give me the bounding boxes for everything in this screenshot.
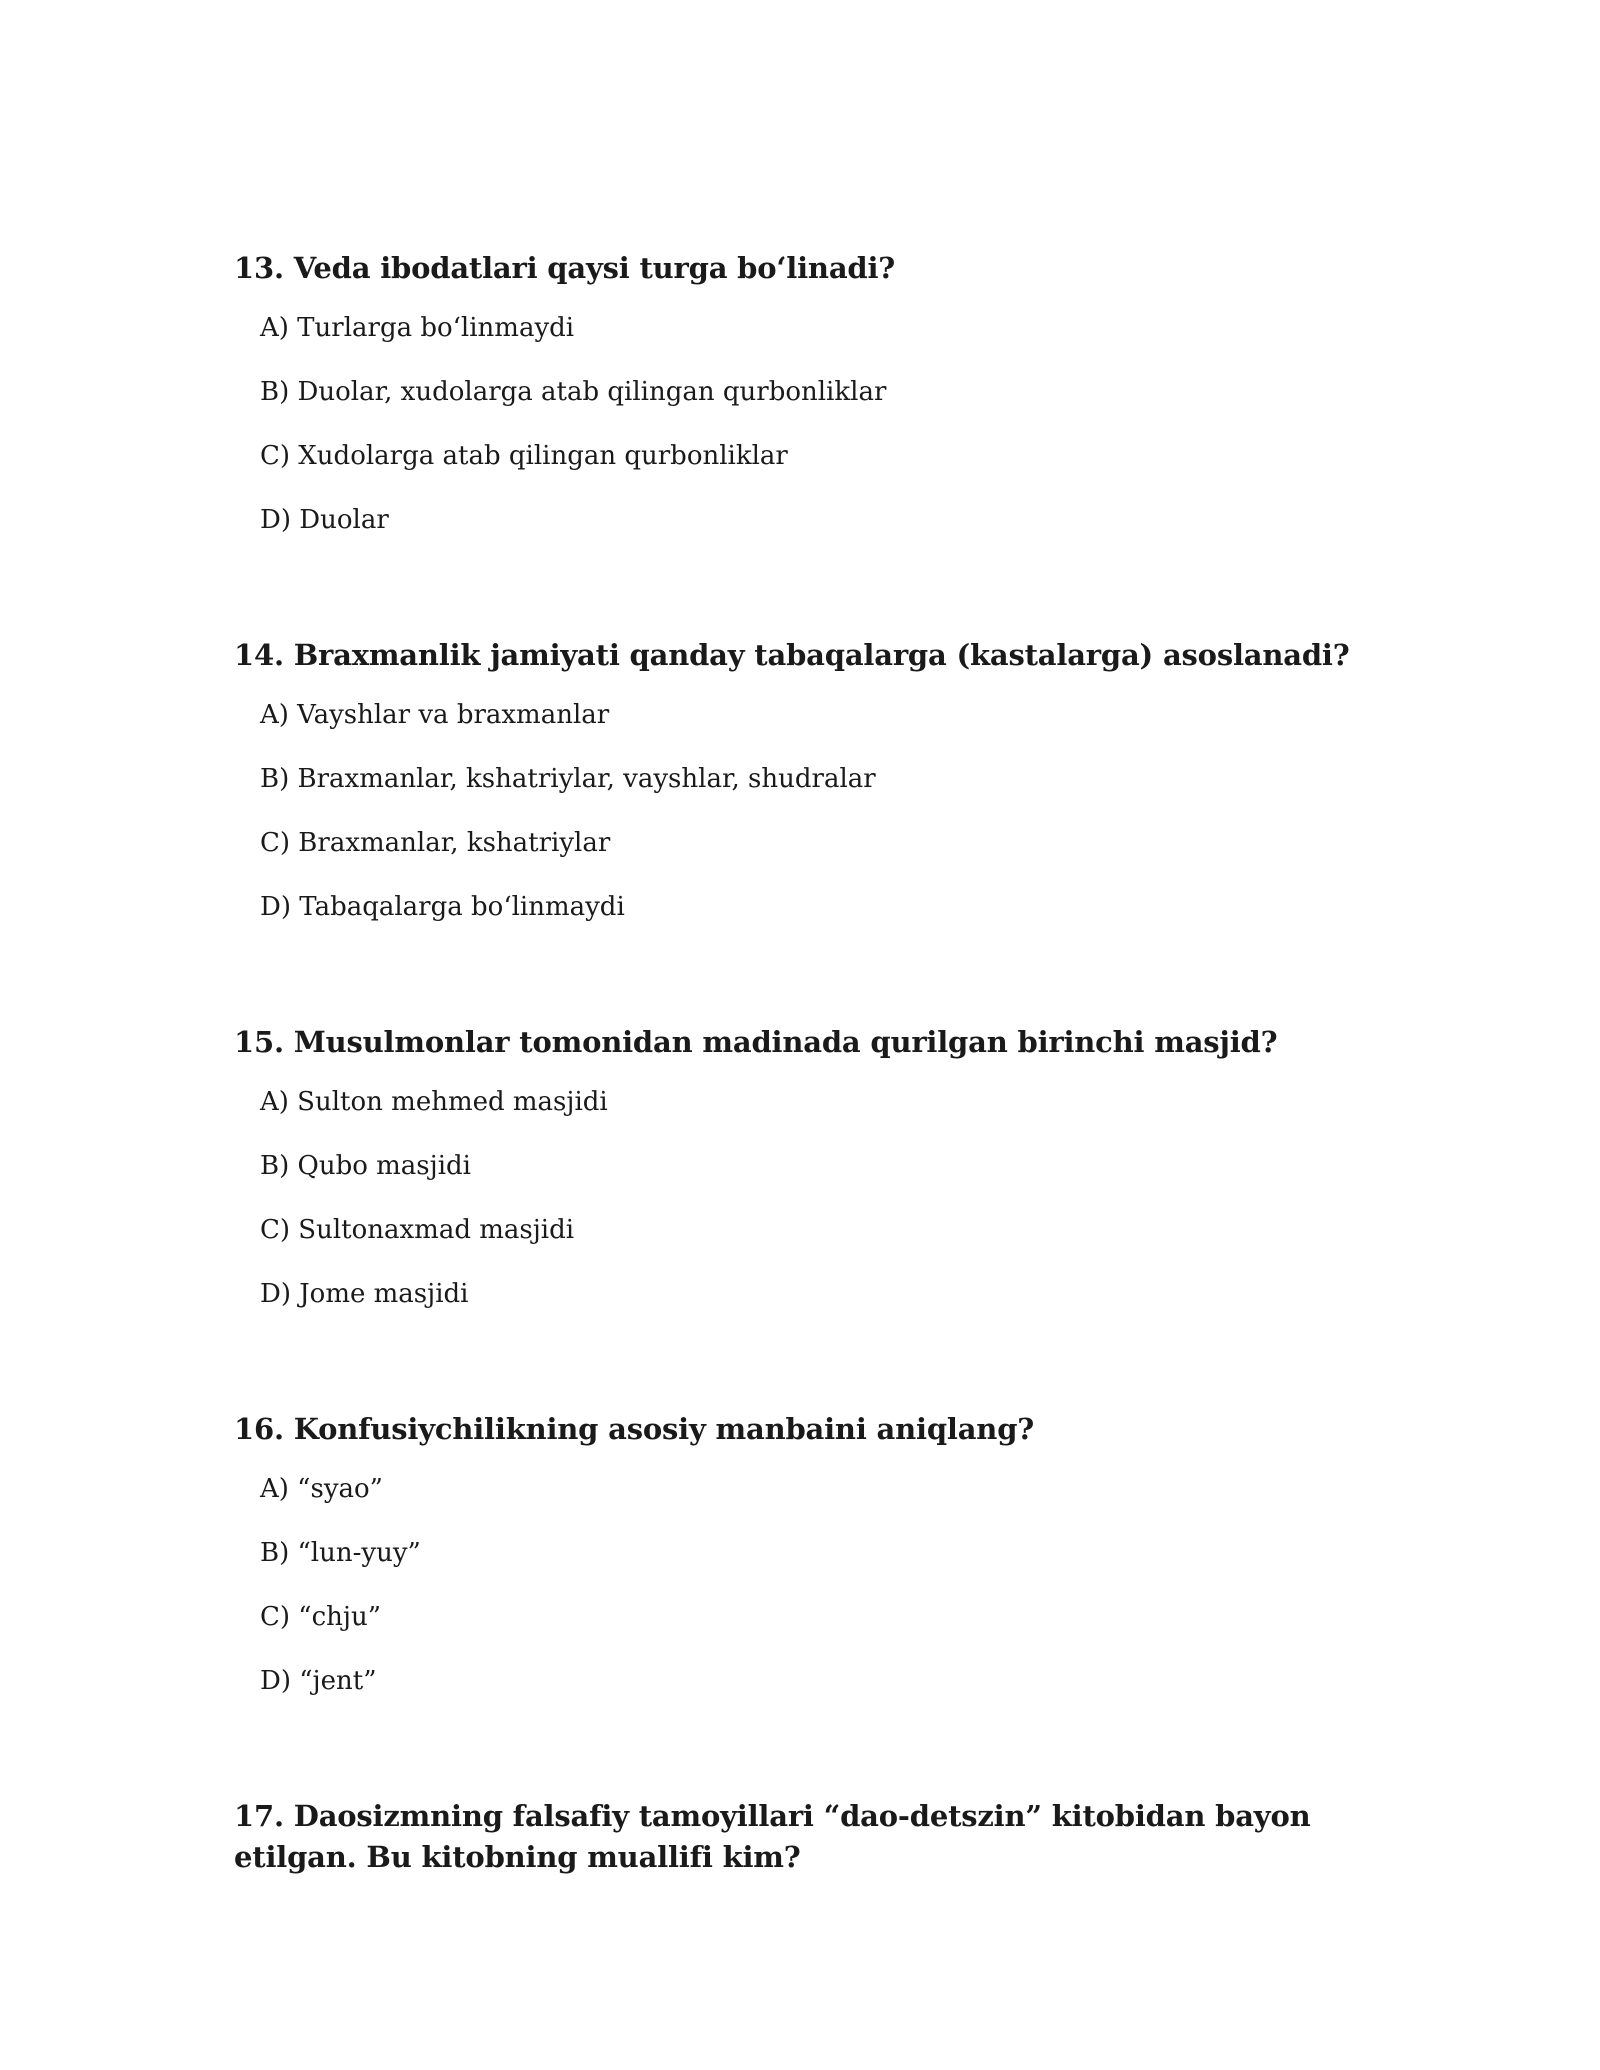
option-a: A) Vayshlar va braxmanlar	[260, 700, 610, 730]
options-list	[234, 311, 1374, 567]
option-a: A) “syao”	[260, 1474, 383, 1504]
option-c: C) Braxmanlar, kshatriylar	[260, 828, 611, 858]
question-15	[234, 1022, 1374, 1341]
question-title: 14. Braxmanlik jamiyati qanday tabaqalarga (kastalarga) asoslanadi?	[234, 638, 1350, 672]
option-b: B) Braxmanlar, kshatriylar, vayshlar, shudralar	[260, 764, 876, 794]
question-16	[234, 1409, 1374, 1728]
options-list	[234, 1472, 1374, 1728]
question-17	[234, 1796, 1374, 1878]
question-13	[234, 248, 1374, 567]
option-d: D) “jent”	[260, 1666, 377, 1696]
options-list	[234, 698, 1374, 954]
question-title: 16. Konfusiychilikning asosiy manbaini aniqlang?	[234, 1412, 1035, 1446]
option-b: B) “lun-yuy”	[260, 1538, 421, 1568]
question-title: 13. Veda ibodatlari qaysi turga bo‘linadi?	[234, 251, 896, 285]
option-b: B) Qubo masjidi	[260, 1151, 471, 1181]
options-list	[234, 1085, 1374, 1341]
option-a: A) Sulton mehmed masjidi	[260, 1087, 608, 1117]
option-c: C) Sultonaxmad masjidi	[260, 1215, 575, 1245]
question-title: 15. Musulmonlar tomonidan madinada qurilgan birinchi masjid?	[234, 1025, 1278, 1059]
option-d: D) Duolar	[260, 505, 389, 535]
option-c: C) Xudolarga atab qilingan qurbonliklar	[260, 441, 788, 471]
question-14	[234, 635, 1374, 954]
option-c: C) “chju”	[260, 1602, 381, 1632]
option-d: D) Tabaqalarga bo‘linmaydi	[260, 892, 625, 922]
option-d: D) Jome masjidi	[260, 1279, 469, 1309]
option-b: B) Duolar, xudolarga atab qilingan qurbonliklar	[260, 377, 887, 407]
question-title: 17. Daosizmning falsafiy tamoyillari “dao-detszin” kitobidan bayon etilgan. Bu kitobning muallifi kim?	[234, 1799, 1311, 1874]
option-a: A) Turlarga bo‘linmaydi	[260, 313, 575, 343]
